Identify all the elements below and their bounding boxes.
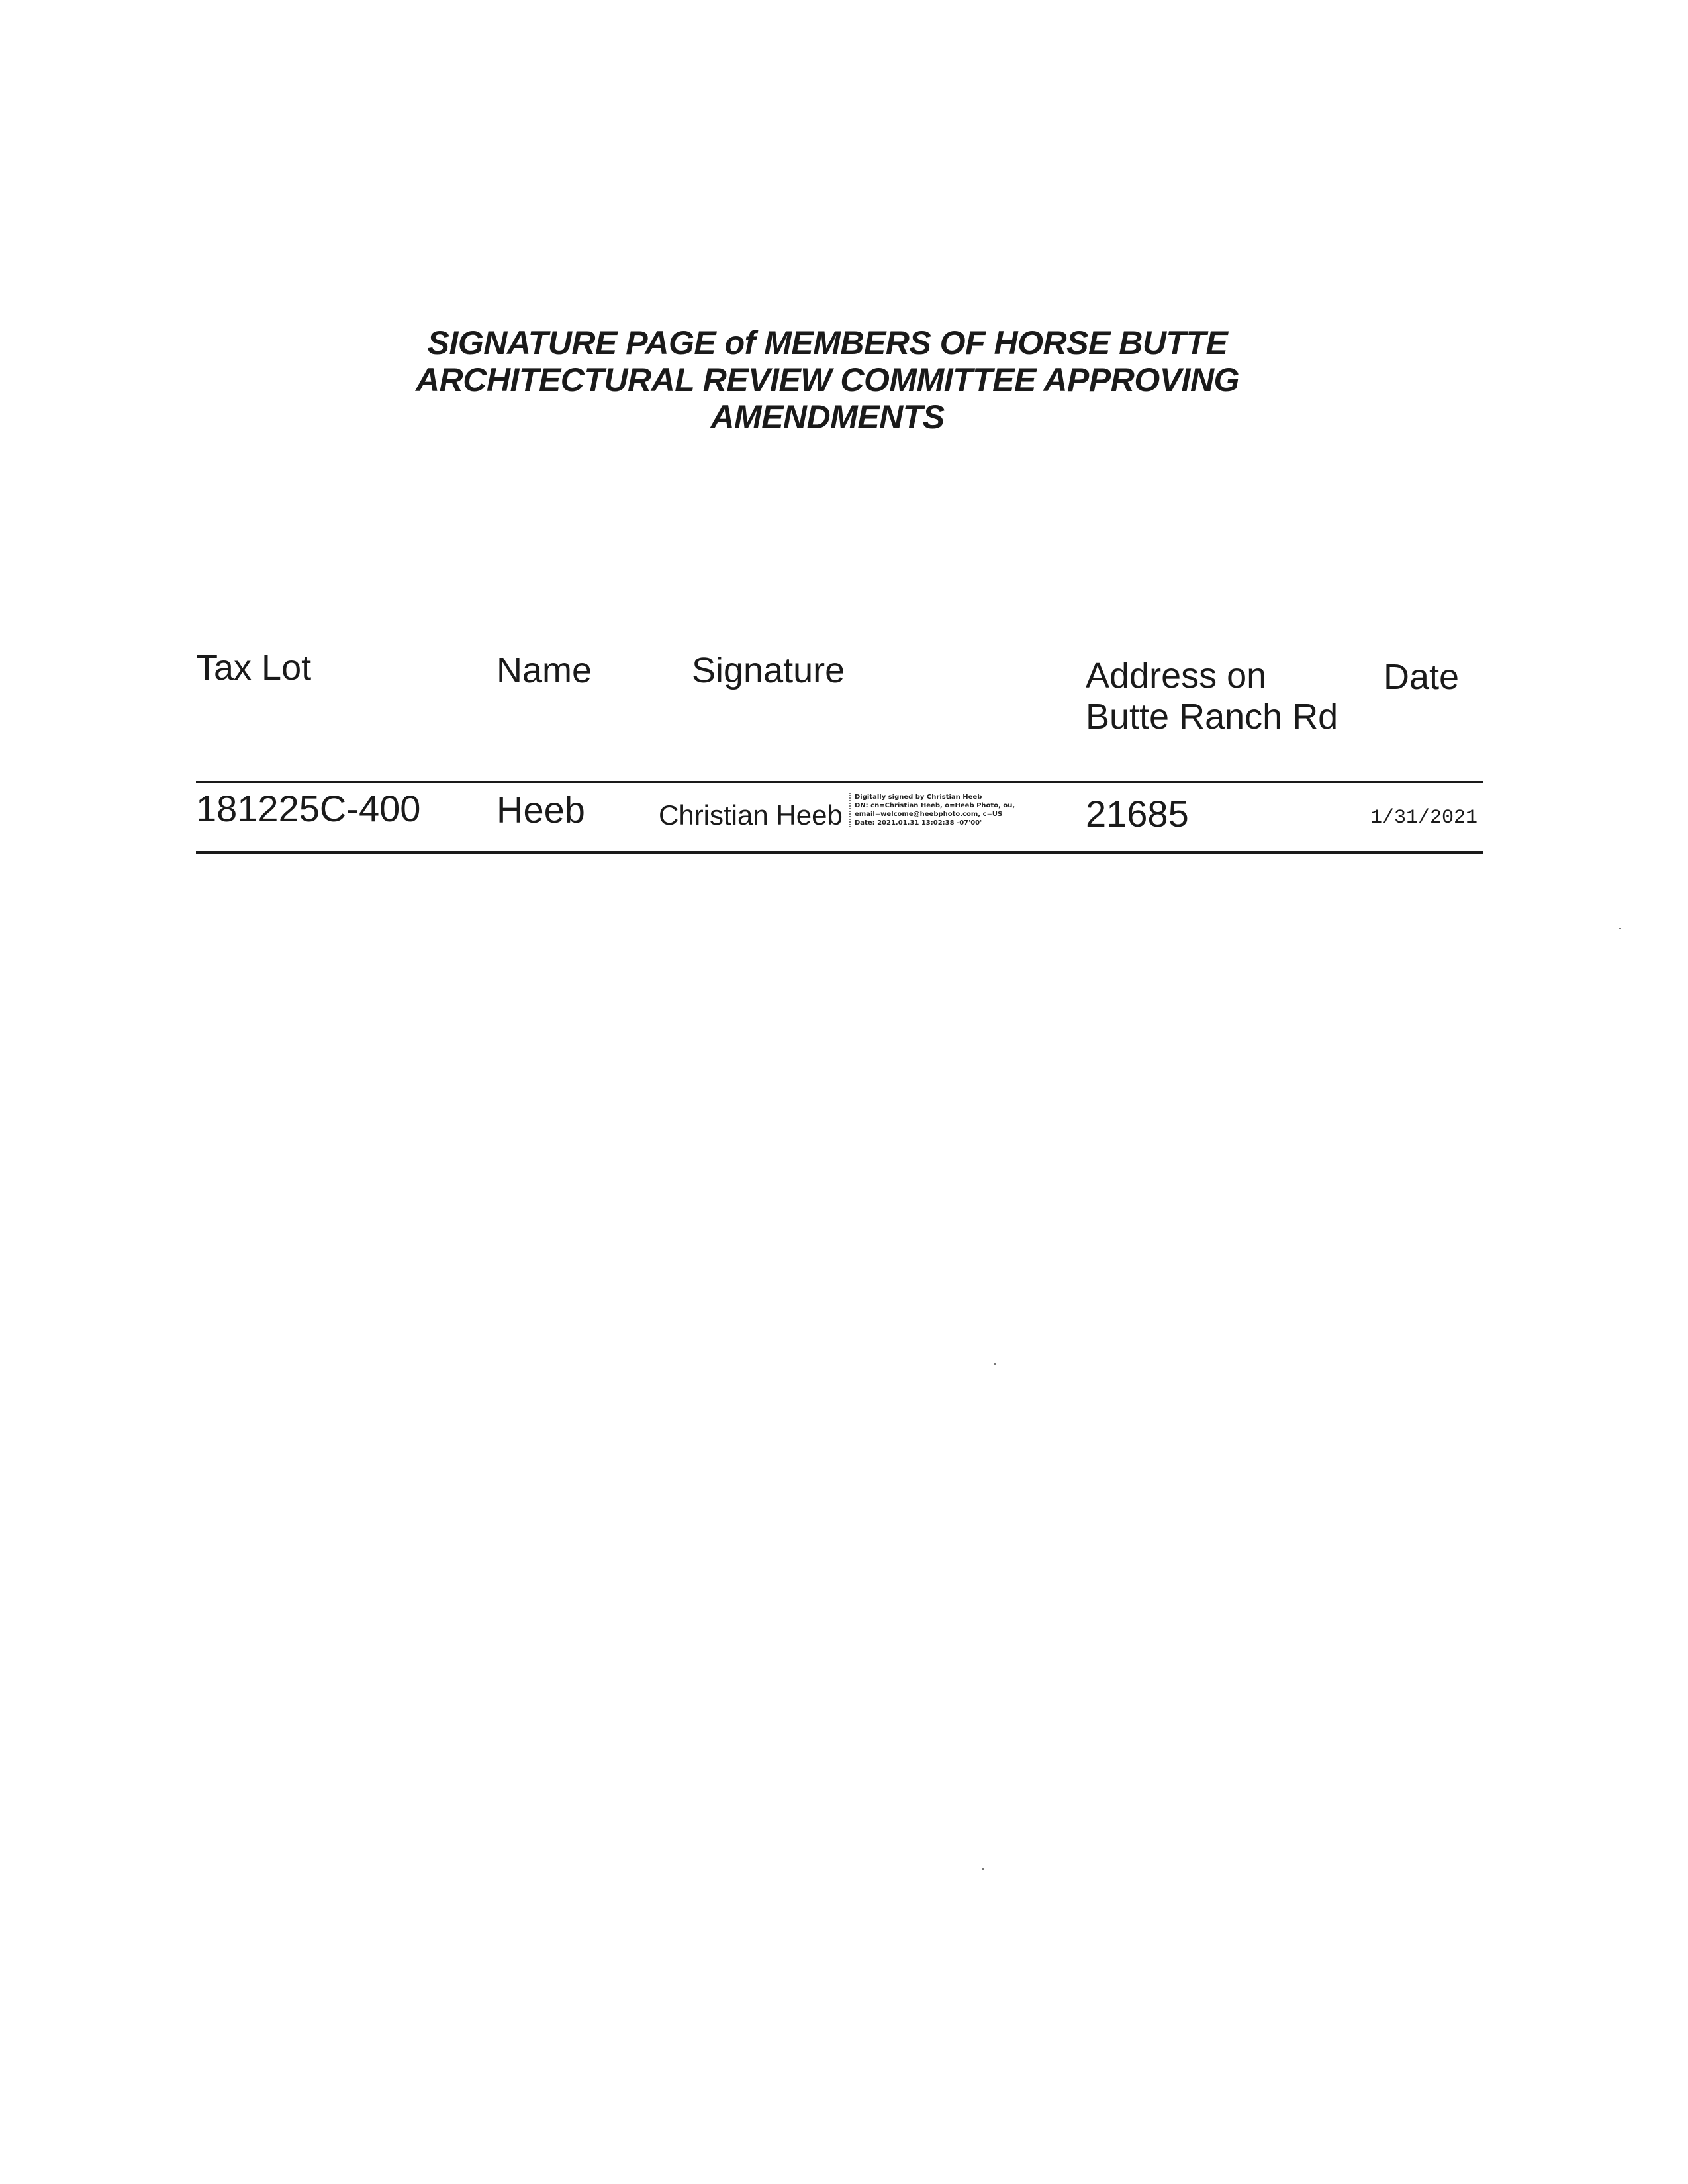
digital-signature-line4: Date: 2021.01.31 13:02:38 -07'00': [855, 819, 982, 827]
page-title: [357, 324, 1297, 435]
header-signature: Signature: [692, 651, 845, 690]
header-name: Name: [496, 651, 592, 690]
digital-signature-line1: Digitally signed by Christian Heeb: [855, 794, 982, 801]
scan-speck: [994, 1363, 996, 1365]
cell-tax-lot: 181225C-400: [196, 788, 421, 829]
header-address: [1086, 655, 1377, 737]
scan-speck: [982, 1868, 984, 1870]
scan-speck: [1619, 928, 1621, 929]
title-line-3: AMENDMENTS: [710, 398, 945, 435]
header-tax-lot: Tax Lot: [196, 648, 312, 688]
header-address-line1: Address on: [1086, 656, 1267, 696]
header-address-line2: Butte Ranch Rd: [1086, 697, 1338, 737]
cell-date: 1/31/2021: [1370, 807, 1478, 829]
cell-address: 21685: [1086, 793, 1189, 835]
digital-signature-line2: DN: cn=Christian Heeb, o=Heeb Photo, ou,: [855, 802, 1015, 809]
digital-signature-line3: email=welcome@heebphoto.com, c=US: [855, 811, 1003, 818]
digital-signature-stamp: [849, 793, 1033, 827]
table-rule-bottom: [196, 851, 1483, 854]
title-line-2: ARCHITECTURAL REVIEW COMMITTEE APPROVING: [416, 361, 1239, 398]
header-date: Date: [1383, 657, 1460, 697]
cell-signature-name: Christian Heeb: [659, 799, 843, 831]
table-rule-top: [196, 781, 1483, 783]
cell-name: Heeb: [496, 789, 585, 831]
title-line-1: SIGNATURE PAGE of MEMBERS OF HORSE BUTTE: [427, 324, 1228, 361]
